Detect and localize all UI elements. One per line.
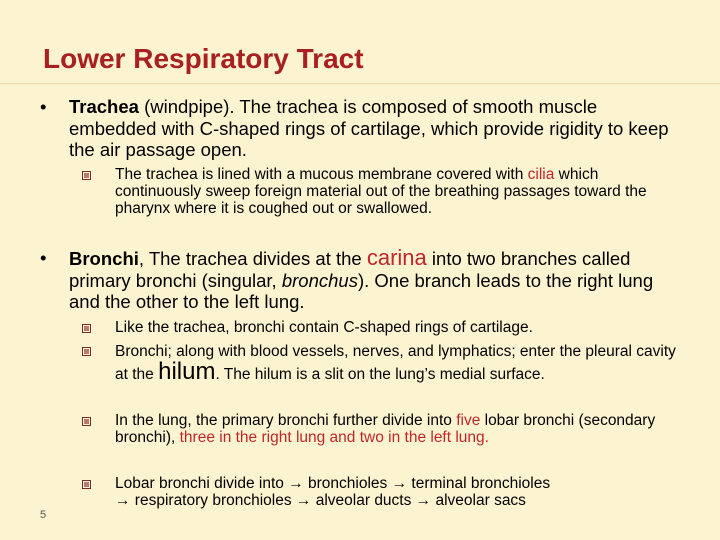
sub-bullet-text: The trachea is lined with a mucous membrane covered with cilia which continuously sweep foreign material out of the breathing passages toward the pharynx where it is coughed out or swallowed. xyxy=(115,166,647,218)
bullet-text: Trachea (windpipe). The trachea is composed of smooth muscle embedded with C-shaped rings of cartilage, which provide rigidity to keep the air passage open. xyxy=(69,96,669,160)
arrow-icon: → xyxy=(288,475,304,492)
slide-title: Lower Respiratory Tract xyxy=(43,43,364,74)
sub-bullet-text: Lobar bronchi divide into → bronchioles → terminal bronchioles → respiratory bronchioles → alveolar ducts → alveolar sacs xyxy=(115,475,551,510)
bullet-bronchi xyxy=(40,247,680,313)
term-five: five xyxy=(456,412,481,429)
arrow-icon: → xyxy=(115,492,131,510)
term-hilum: hilum xyxy=(158,358,216,385)
bullet-text: Bronchi, The trachea divides at the carina into two branches called primary bronchi (singular, bronchus). One branch leads to the right lung and the other to the left lung. xyxy=(69,245,654,312)
sub-bullet-lobar xyxy=(82,412,682,446)
sub-bullet-bronchioles xyxy=(82,475,682,509)
term-trachea: Trachea xyxy=(69,96,139,117)
sub-bullet-text: Bronchi; along with blood vessels, nerves, and lymphatics; enter the pleural cavity at the hilum. The hilum is a slit on the lung’s medial surface. xyxy=(115,343,676,385)
arrow-icon: → xyxy=(391,475,408,492)
sub-bullet-cartilage xyxy=(82,319,682,336)
term-bronchi: Bronchi xyxy=(69,248,139,269)
square-bullet-icon xyxy=(82,417,91,426)
sub-bullet-hilum xyxy=(82,342,682,385)
page-number: 5 xyxy=(40,509,47,521)
square-bullet-icon xyxy=(82,347,91,356)
term-carina: carina xyxy=(366,245,427,270)
arrow-icon: → xyxy=(415,492,432,510)
square-bullet-icon xyxy=(82,324,91,333)
sub-bullet-text: In the lung, the primary bronchi further divide into five lobar bronchi (secondary bronchi), three in the right lung and two in the left lung. xyxy=(115,412,656,447)
bullet-dot: • xyxy=(40,96,47,117)
term-bronchus: bronchus xyxy=(281,269,358,291)
square-bullet-icon xyxy=(82,171,91,180)
sub-bullet-text: Like the trachea, bronchi contain C-shaped rings of cartilage. xyxy=(115,319,533,336)
bullet-trachea xyxy=(40,96,680,161)
bullet-dot: • xyxy=(40,247,47,268)
term-three-two: three in the right lung and two in the left lung. xyxy=(179,429,489,447)
arrow-icon: → xyxy=(295,492,312,510)
sub-bullet-cilia xyxy=(82,166,682,218)
title-divider xyxy=(0,83,720,84)
square-bullet-icon xyxy=(82,480,91,489)
term-cilia: cilia xyxy=(527,166,555,183)
